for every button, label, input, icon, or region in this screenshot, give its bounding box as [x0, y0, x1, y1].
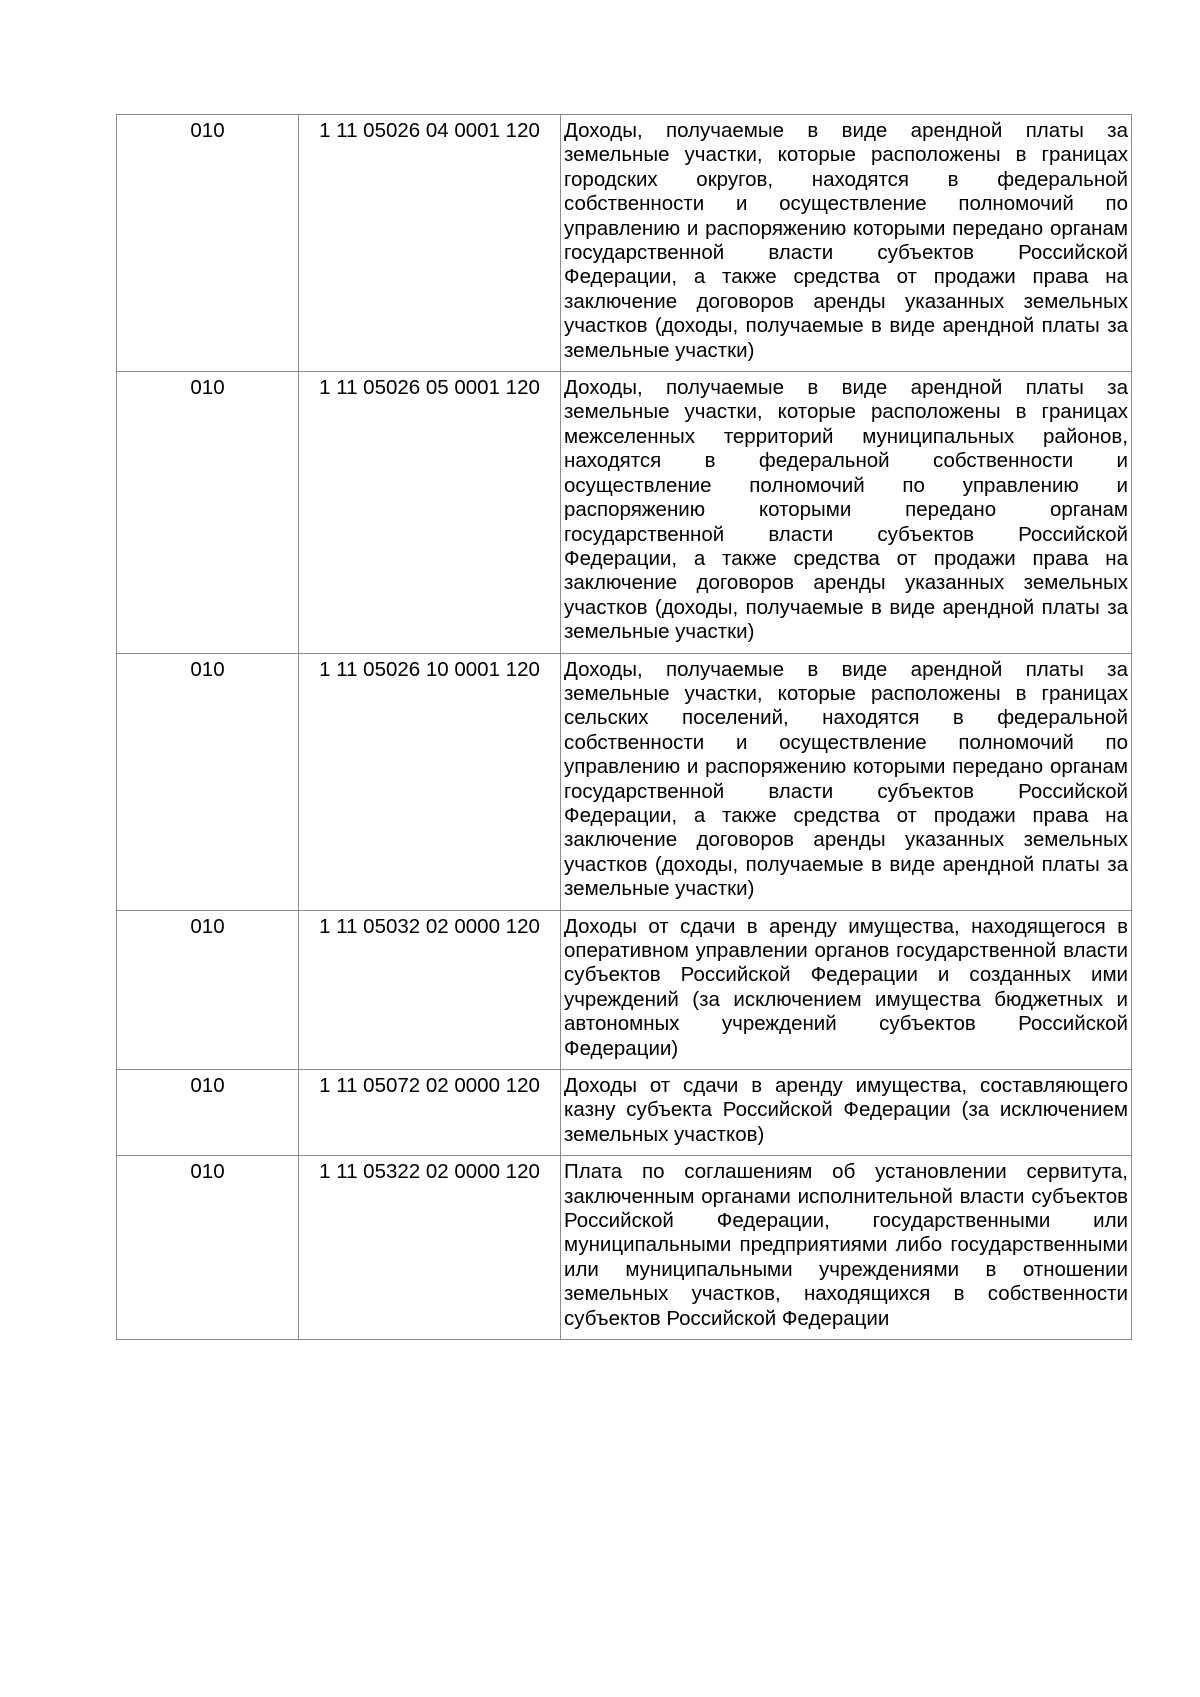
revenue-codes-table — [116, 114, 1132, 1340]
revenue-description-cell: Доходы, получаемые в виде арендной платы за земельные участки, которые расположены в границах городских округов, находятся в федеральной собственности и осуществление полномочий по управлению и распоряжению которыми передано органам государственной власти субъектов Российской Федерации, а также средства от продажи права на заключение договоров аренды указанных земельных участков (доходы, получаемые в виде арендной платы за земельные участки) — [561, 115, 1132, 372]
budget-classification-code-cell: 1 11 05322 02 0000 120 — [299, 1156, 561, 1340]
budget-classification-code-cell: 1 11 05032 02 0000 120 — [299, 910, 561, 1069]
table-row — [117, 1156, 1132, 1340]
table-row — [117, 1070, 1132, 1156]
revenue-description-cell: Доходы от сдачи в аренду имущества, составляющего казну субъекта Российской Федерации (за исключением земельных участков) — [561, 1070, 1132, 1156]
budget-classification-code-cell: 1 11 05072 02 0000 120 — [299, 1070, 561, 1156]
administrator-code-cell: 010 — [117, 1070, 299, 1156]
budget-classification-code-cell: 1 11 05026 05 0001 120 — [299, 372, 561, 653]
table-row — [117, 115, 1132, 372]
administrator-code-cell: 010 — [117, 372, 299, 653]
administrator-code-cell: 010 — [117, 910, 299, 1069]
revenue-description-cell: Доходы, получаемые в виде арендной платы за земельные участки, которые расположены в границах межселенных территорий муниципальных районов, находятся в федеральной собственности и осуществление полномочий по управлению и распоряжению которыми передано органам государственной власти субъектов Российской Федерации, а также средства от продажи права на заключение договоров аренды указанных земельных участков (доходы, получаемые в виде арендной платы за земельные участки) — [561, 372, 1132, 653]
table-row — [117, 372, 1132, 653]
revenue-description-cell: Плата по соглашениям об установлении сервитута, заключенным органами исполнительной власти субъектов Российской Федерации, государственными или муниципальными предприятиями либо государственными или муниципальными учреждениями в отношении земельных участков, находящихся в собственности субъектов Российской Федерации — [561, 1156, 1132, 1340]
table-row — [117, 910, 1132, 1069]
administrator-code-cell: 010 — [117, 115, 299, 372]
budget-classification-code-cell: 1 11 05026 04 0001 120 — [299, 115, 561, 372]
revenue-description-cell: Доходы от сдачи в аренду имущества, находящегося в оперативном управлении органов государственной власти субъектов Российской Федерации и созданных ими учреждений (за исключением имущества бюджетных и автономных учреждений субъектов Российской Федерации) — [561, 910, 1132, 1069]
administrator-code-cell: 010 — [117, 653, 299, 910]
administrator-code-cell: 010 — [117, 1156, 299, 1340]
table-row — [117, 653, 1132, 910]
revenue-description-cell: Доходы, получаемые в виде арендной платы за земельные участки, которые расположены в границах сельских поселений, находятся в федеральной собственности и осуществление полномочий по управлению и распоряжению которыми передано органам государственной власти субъектов Российской Федерации, а также средства от продажи права на заключение договоров аренды указанных земельных участков (доходы, получаемые в виде арендной платы за земельные участки) — [561, 653, 1132, 910]
budget-classification-code-cell: 1 11 05026 10 0001 120 — [299, 653, 561, 910]
